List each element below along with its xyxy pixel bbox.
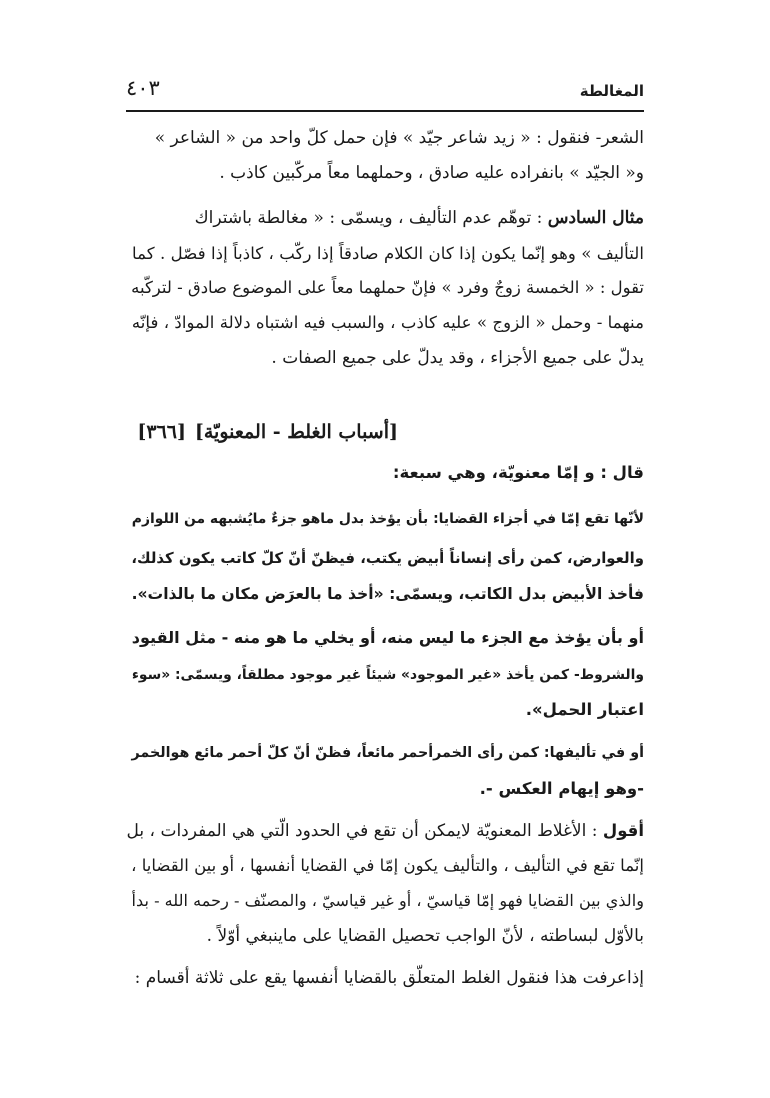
text-line: -وهو إيهام العكس -. xyxy=(479,779,644,798)
text-line xyxy=(195,208,644,228)
text-line: والعوارض، كمن رأى إنساناً أبيض يكتب، فيظنّ أنّ كلّ كاتب يكون كذلك، xyxy=(131,549,644,567)
text-line: الشعر- فنقول : « زيد شاعر جيّد » فإن حمل كلّ واحد من « الشاعر » xyxy=(154,128,644,148)
section-title: [أسباب الغلط - المعنويّة] xyxy=(194,421,398,443)
running-title: المغالطة xyxy=(579,82,644,100)
text-span: : و إمّا معنويّة، وهي سبعة: xyxy=(392,463,613,482)
text-line: أو في تأليفها: كمن رأى الخمرأحمر مائعاً، فظنّ أنّ كلّ أحمر مائع هوالخمر xyxy=(131,745,644,761)
qala-label: قال xyxy=(612,463,644,482)
header-rule xyxy=(126,110,644,112)
text-line: والشروط- كمن يأخذ «غير الموجود» شيئاً غير موجود مطلقاً، ويسمّى: «سوء xyxy=(131,667,644,683)
aqulu-label: أقول xyxy=(602,821,644,840)
text-span: : الأغلاط المعنويّة لايمكن أن تقع في الحدود الّتي هي المفردات ، بل xyxy=(126,821,603,841)
text-span: : توهّم عدم التأليف ، ويسمّى : « مغالطة باشتراك xyxy=(194,208,548,228)
example-label: مثال السادس xyxy=(547,208,644,228)
text-line: والذي بين القضايا فهو إمّا قياسيّ ، أو غير قياسيّ ، والمصنّف - رحمه الله - بدأ xyxy=(131,891,644,910)
text-line: فأخذ الأبيض بدل الكاتب، ويسمّى: «أخذ ما بالعرَض مكان ما بالذات». xyxy=(131,585,644,603)
text-line: يدلّ على جميع الأجزاء ، وقد يدلّ على جميع الصفات . xyxy=(271,348,644,368)
text-line: منهما - وحمل « الزوج » عليه كاذب ، والسبب فيه اشتباه دلالة الموادّ ، فإنّه xyxy=(131,313,644,332)
text-line: إنّما تقع في التأليف ، والتأليف يكون إمّا في القضايا أنفسها ، أو بين القضايا ، xyxy=(131,856,644,875)
text-line: تقول : « الخمسة زوجٌ وفرد » فإنّ حملهما معاً على الموضوع صادق - لتركّبه xyxy=(131,278,644,297)
text-line: أو بأن يؤخذ مع الجزء ما ليس منه، أو يخلي ما هو منه - مثل القيود xyxy=(131,628,644,647)
page-header xyxy=(126,76,644,106)
text-line xyxy=(393,463,644,483)
text-line xyxy=(127,821,644,841)
text-line: و« الجيّد » بانفراده عليه صادق ، وحملهما معاً مركّبين كاذب . xyxy=(219,163,644,183)
section-number: [٣٦٦] xyxy=(137,421,186,443)
text-line: لأنّها تقع إمّا في أجزاء القضايا: بأن يؤخذ بدل ماهو جزءٌ مايُشبهه من اللوازم xyxy=(131,511,644,527)
page-number: ٤٠٣ xyxy=(126,76,160,100)
text-line: التأليف » وهو إنّما يكون إذا كان الكلام صادقاً إذا ركّب ، كاذباً إذا فصّل . كما xyxy=(132,243,644,263)
text-line: إذاعرفت هذا فنقول الغلط المتعلّق بالقضايا أنفسها يقع على ثلاثة أقسام : xyxy=(134,968,644,988)
text-line: بالأوّل لبساطته ، لأنّ الواجب تحصيل القضايا على ماينبغي أوّلاً . xyxy=(206,926,644,946)
text-line: اعتبار الحمل». xyxy=(525,700,644,719)
